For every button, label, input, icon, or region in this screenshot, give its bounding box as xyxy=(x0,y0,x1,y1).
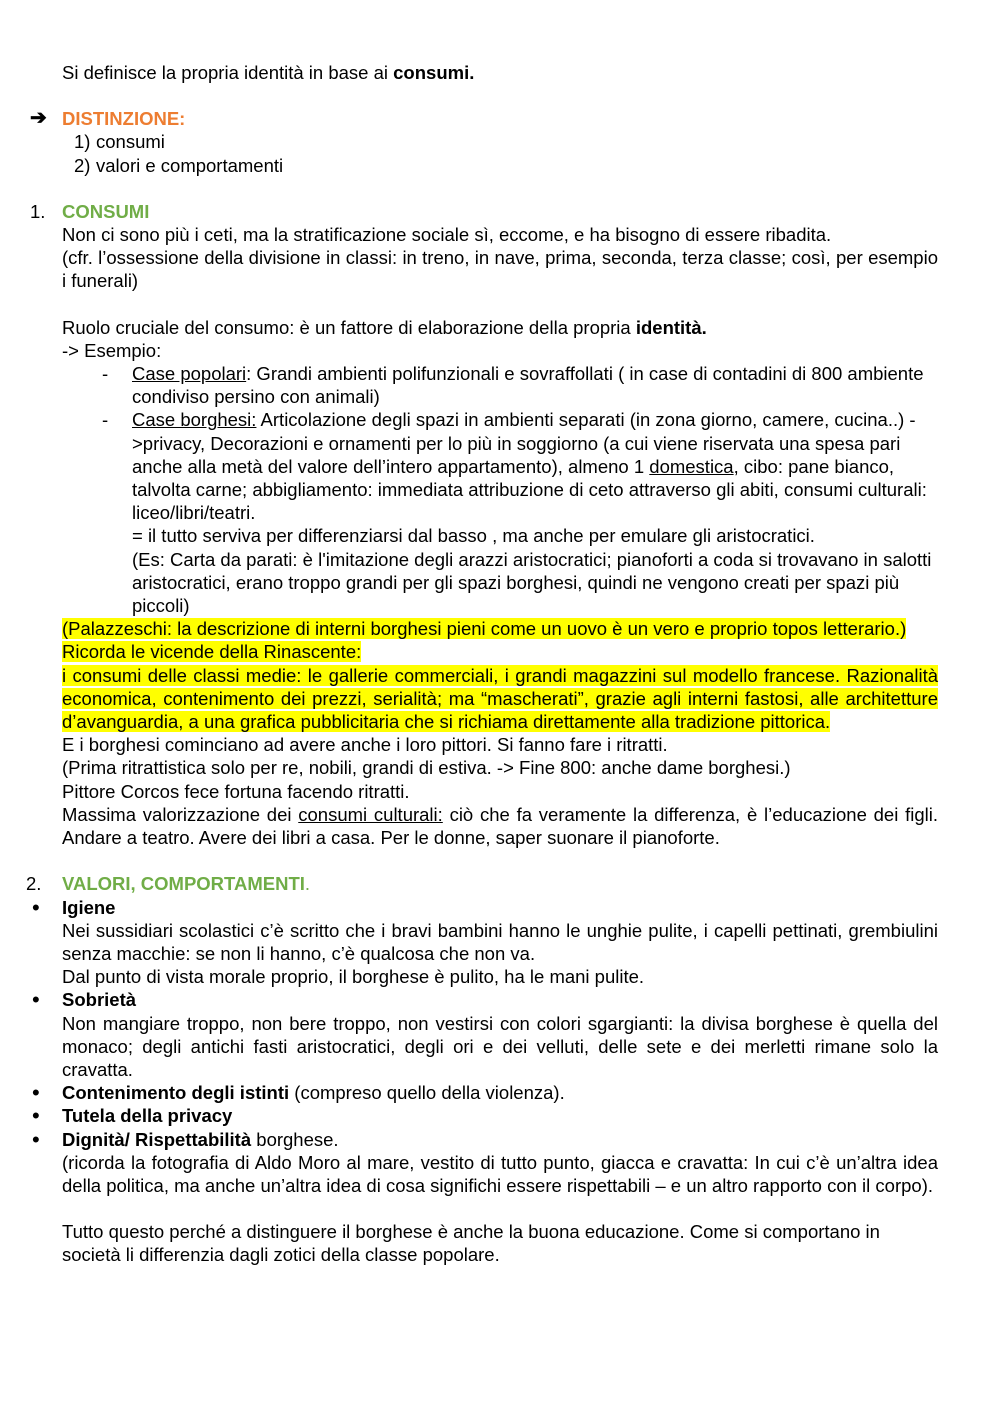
rinascente-note xyxy=(62,640,938,663)
sobrieta-paragraph: Non mangiare troppo, non bere troppo, non vestirsi con colori sgargianti: la divisa borghese è quella del monaco; degli antichi fasti aristocratici, degli ori e dei velluti, delle sete e dei merletti rimane solo la cravatta. xyxy=(62,1012,938,1080)
case-popolari-item xyxy=(102,362,938,408)
bullet-marker: • xyxy=(32,1126,40,1152)
istinti-text: (compreso quello della violenza). xyxy=(289,1082,565,1104)
consumi-title: CONSUMI xyxy=(62,200,150,222)
igiene-paragraph-1: Nei sussidiari scolastici c’è scritto che i bravi bambini hanno le unghie pulite, i capelli pettinati, grembiulini senza macchie: se non li hanno, c’è qualcosa che non va. xyxy=(62,919,938,964)
list-number: 2) xyxy=(74,154,91,176)
case-borghesi-text-end: , cibo: pane bianco, talvolta carne; abbigliamento: immediata attribuzione di ceto attraverso gli abiti, consumi culturali: liceo/libri/teatri. xyxy=(132,455,927,524)
privacy-title: Tutela della privacy xyxy=(62,1105,233,1127)
palazzeschi-note xyxy=(62,617,938,640)
bullet-marker: • xyxy=(32,1080,40,1106)
consumi-paragraph-1: Non ci sono più i ceti, ma la stratificazione sociale sì, eccome, e ha bisogno di essere ribadita. xyxy=(62,224,832,246)
case-popolari-label: Case popolari xyxy=(132,363,247,385)
valori-title-dot: . xyxy=(304,873,311,895)
massima-text: Massima valorizzazione dei xyxy=(62,803,299,825)
dash-marker: - xyxy=(102,409,109,431)
dignita-item xyxy=(32,1126,938,1152)
case-popolari-text: : Grandi ambienti polifunzionali e sovraffollati ( in case di contadini di 800 ambiente condiviso persino con animali) xyxy=(132,363,924,408)
ruolo-paragraph xyxy=(62,316,938,339)
pittori-paragraph: E i borghesi cominciano ad avere anche i loro pittori. Si fanno fare i ritratti. xyxy=(62,734,668,756)
section-number: 2. xyxy=(26,873,42,895)
list-text: valori e comportamenti xyxy=(96,154,284,176)
dignita-text: borghese. xyxy=(251,1128,339,1150)
bullet-marker: • xyxy=(32,987,40,1013)
massima-text-end: ciò che fa veramente la differenza, è l’educazione dei figli. Andare a teatro. Avere dei libri a casa. Per le donne, saper suonare il pianoforte. xyxy=(62,803,939,849)
ruolo-text: Ruolo cruciale del consumo: è un fattore di elaborazione della propria xyxy=(62,316,636,338)
ritrattistica-paragraph: (Prima ritrattistica solo per re, nobili, grandi di estiva. -> Fine 800: anche dame borghesi.) xyxy=(62,757,791,779)
intro-text: Si definisce la propria identità in base ai xyxy=(62,62,394,83)
case-borghesi-text: Articolazione degli spazi in ambienti separati (in zona giorno, camere, cucina..) ->privacy, Decorazioni e ornamenti per lo più in soggiorno (a cui viene riservata una spesa pari anche alla metà del valore dell’intero appartamento), almeno 1 xyxy=(132,409,916,477)
closing-paragraph: Tutto questo perché a distinguere il borghese è anche la buona educazione. Come si comportano in società li differenzia dagli zotici della classe popolare. xyxy=(62,1221,880,1266)
ruolo-bold: identità. xyxy=(635,316,707,338)
dash-marker: - xyxy=(102,363,109,385)
domestica-word: domestica xyxy=(649,455,734,477)
distinzione-heading xyxy=(30,107,938,130)
valori-heading xyxy=(26,872,938,895)
highlighted-text: Ricorda le vicende della Rinascente: xyxy=(62,641,362,663)
section-number: 1. xyxy=(30,200,46,222)
intro-bold: consumi. xyxy=(393,62,475,83)
document-body xyxy=(26,61,939,1267)
igiene-item xyxy=(32,894,938,920)
igiene-paragraph-2: Dal punto di vista morale proprio, il borghese è pulito, ha le mani pulite. xyxy=(62,966,645,988)
classi-medie-note xyxy=(62,664,938,734)
consumi-paragraph-2: (cfr. l’ossessione della divisione in classi: in treno, in nave, prima, seconda, terza classe; così, per esempio i funerali) xyxy=(62,247,938,292)
bullet-marker: • xyxy=(32,1103,40,1129)
istinti-item xyxy=(32,1080,938,1106)
highlighted-text: i consumi delle classi medie: le gallerie commerciali, i grandi magazzini sul modello francese. Razionalità economica, contenimento dei prezzi, serialità; ma “mascherati”, grazie agli interni fastosi, alle architetture d’avanguardia, a una grafica pubblicitaria che si richiama direttamente alla tradizione pittorica. xyxy=(62,664,938,733)
intro-paragraph xyxy=(62,61,938,84)
case-borghesi-note: = il tutto serviva per differenziarsi dal basso , ma anche per emulare gli aristocratici. xyxy=(132,525,815,547)
sobrieta-title: Sobrietà xyxy=(62,989,137,1011)
privacy-item xyxy=(32,1103,938,1129)
case-borghesi-item xyxy=(102,408,938,524)
consumi-culturali-label: consumi culturali: xyxy=(298,803,443,825)
esempio-label: -> Esempio: xyxy=(62,339,162,361)
massima-paragraph xyxy=(62,803,938,849)
list-number: 1) xyxy=(74,131,91,153)
list-item xyxy=(74,130,938,153)
dignita-title: Dignità/ Rispettabilità xyxy=(62,1128,252,1150)
dignita-paragraph: (ricorda la fotografia di Aldo Moro al mare, vestito di tutto punto, giacca e cravatta: In cui c’è un’altra idea della politica, ma anche un’altra idea di cosa significhi essere rispettabili – e un altro rapporto con il corpo). xyxy=(62,1151,938,1196)
case-borghesi-example: (Es: Carta da parati: è l'imitazione degli arazzi aristocratici; pianoforti a coda si trovavano in salotti aristocratici, erano troppo grandi per gli spazi borghesi, quindi ne vengono creati per spazi più piccoli) xyxy=(132,548,932,617)
corcos-paragraph: Pittore Corcos fece fortuna facendo ritratti. xyxy=(62,780,410,802)
igiene-title: Igiene xyxy=(62,896,116,918)
valori-title: VALORI, COMPORTAMENTI xyxy=(62,873,305,895)
list-text: consumi xyxy=(96,131,165,153)
arrow-right-icon: ➔ xyxy=(30,107,47,130)
bullet-marker: • xyxy=(32,894,40,920)
consumi-heading xyxy=(30,200,938,223)
distinzione-title: DISTINZIONE: xyxy=(62,108,186,130)
list-item xyxy=(74,154,938,177)
sobrieta-item xyxy=(32,987,938,1013)
case-borghesi-label: Case borghesi: xyxy=(132,409,257,431)
highlighted-text: (Palazzeschi: la descrizione di interni borghesi pieni come un uovo è un vero e proprio topos letterario.) xyxy=(62,618,907,640)
istinti-title: Contenimento degli istinti xyxy=(62,1082,290,1104)
